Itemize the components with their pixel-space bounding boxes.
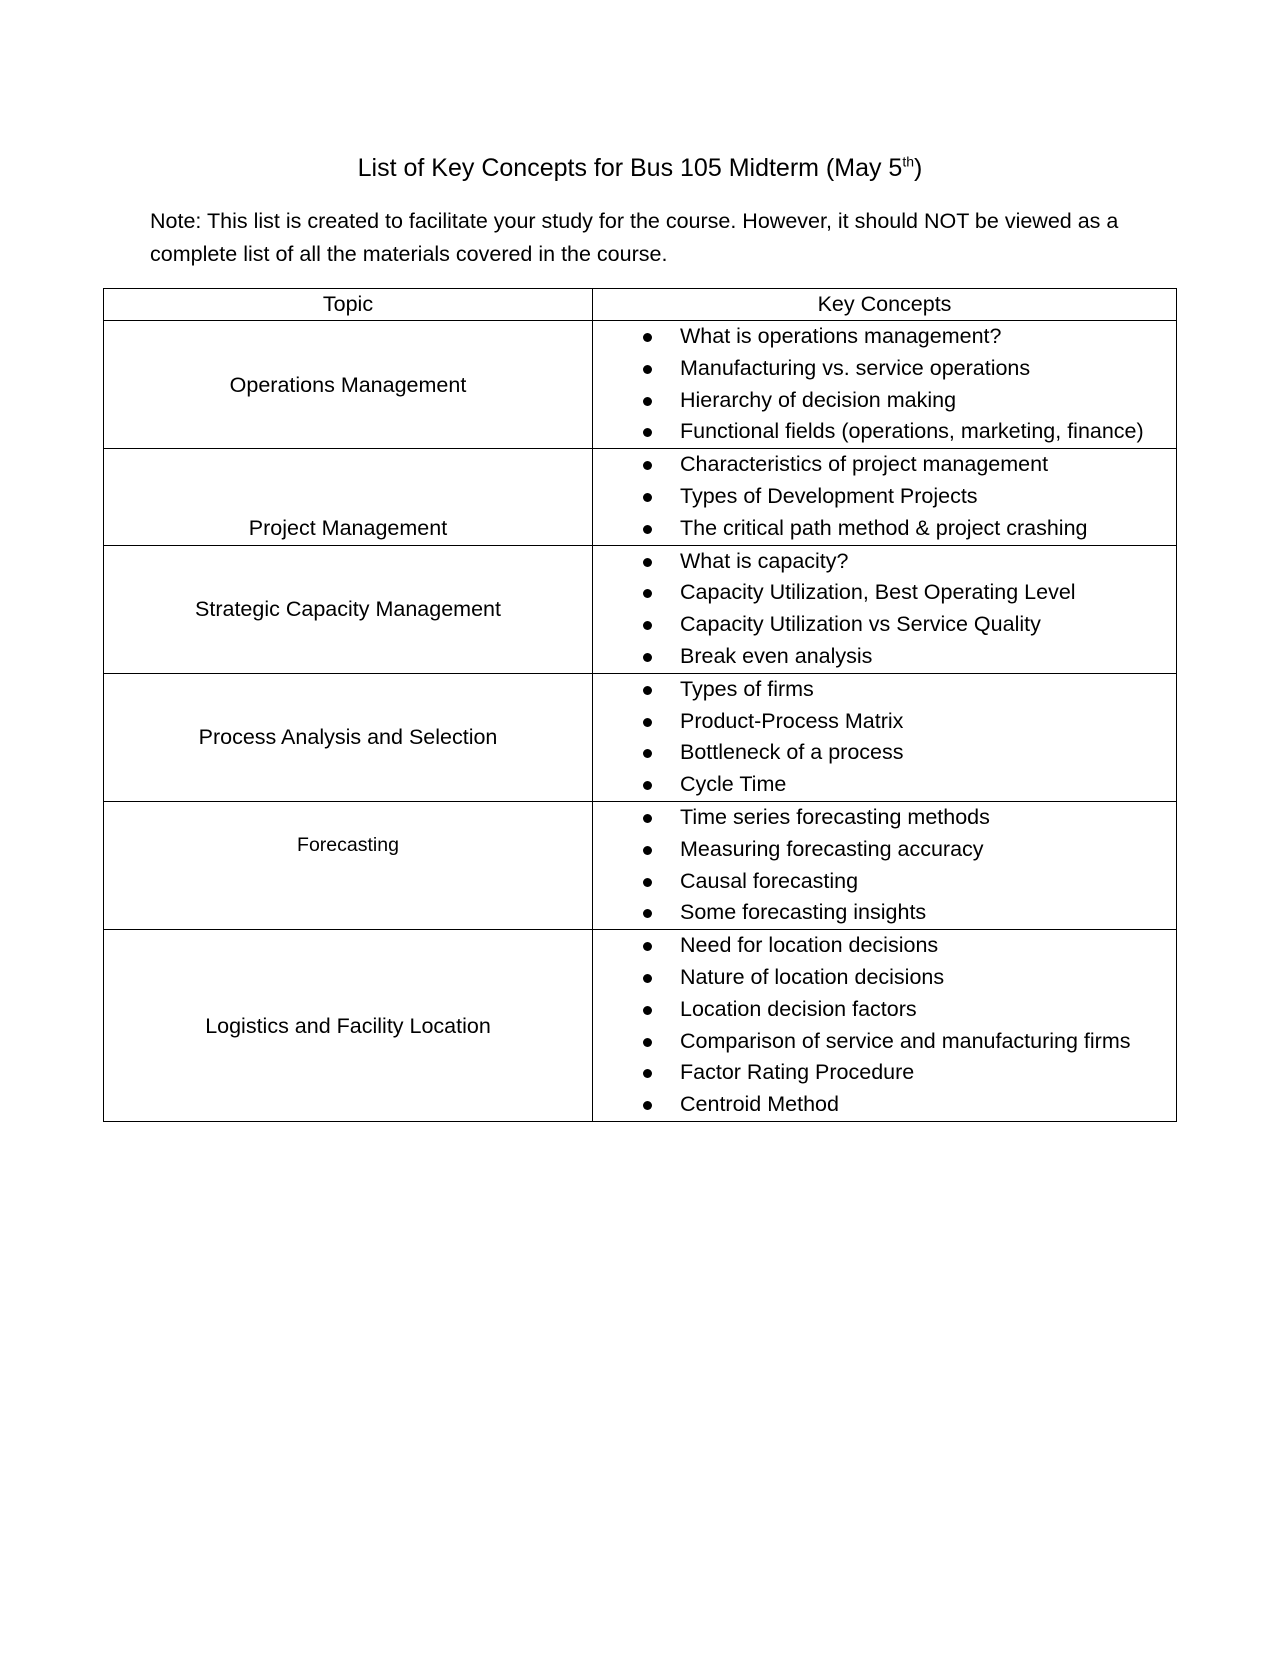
list-item: Centroid Method: [593, 1089, 1176, 1121]
bullet-icon: [643, 589, 652, 598]
list-item: Factor Rating Procedure: [593, 1057, 1176, 1089]
bullet-icon: [643, 814, 652, 823]
bullet-icon: [643, 909, 652, 918]
bullet-icon: [643, 686, 652, 695]
bullet-icon: [643, 942, 652, 951]
table-row: [104, 321, 1177, 449]
concept-list: [593, 449, 1176, 544]
list-item: Measuring forecasting accuracy: [593, 834, 1176, 866]
list-item: Some forecasting insights: [593, 897, 1176, 929]
list-item: Cycle Time: [593, 769, 1176, 801]
bullet-icon: [643, 846, 652, 855]
list-item: Need for location decisions: [593, 930, 1176, 962]
bullet-icon: [643, 1069, 652, 1078]
bullet-icon: [643, 365, 652, 374]
table-header-row: [104, 289, 1177, 321]
bullet-icon: [643, 749, 652, 758]
list-item: Location decision factors: [593, 994, 1176, 1026]
topic-cell: Process Analysis and Selection: [104, 673, 593, 801]
bullet-icon: [643, 621, 652, 630]
concepts-cell: [593, 545, 1177, 673]
bullet-icon: [643, 1101, 652, 1110]
concepts-cell: [593, 321, 1177, 449]
bullet-icon: [643, 558, 652, 567]
list-item: Functional fields (operations, marketing, finance): [593, 416, 1176, 448]
title-end: ): [914, 154, 923, 182]
list-item: Bottleneck of a process: [593, 737, 1176, 769]
page-title: [0, 150, 1280, 186]
concept-list: [593, 321, 1176, 448]
topic-cell: Operations Management: [104, 321, 593, 449]
list-item: What is capacity?: [593, 546, 1176, 578]
list-item: Manufacturing vs. service operations: [593, 353, 1176, 385]
concepts-column-header: Key Concepts: [593, 289, 1177, 321]
list-item: Characteristics of project management: [593, 449, 1176, 481]
list-item: Product-Process Matrix: [593, 706, 1176, 738]
concepts-cell: [593, 673, 1177, 801]
list-item: The critical path method & project crashing: [593, 513, 1176, 545]
bullet-icon: [643, 493, 652, 502]
list-item: Capacity Utilization vs Service Quality: [593, 609, 1176, 641]
list-item: What is operations management?: [593, 321, 1176, 353]
concept-list: [593, 802, 1176, 929]
table-row: [104, 545, 1177, 673]
list-item: Hierarchy of decision making: [593, 385, 1176, 417]
concept-list: [593, 674, 1176, 801]
bullet-icon: [643, 525, 652, 534]
note-paragraph: Note: This list is created to facilitate your study for the course. However, it should NOT be viewed as a complete list of all the materials covered in the course.: [150, 209, 1119, 266]
bullet-icon: [643, 718, 652, 727]
bullet-icon: [643, 974, 652, 983]
topic-cell: Project Management: [104, 449, 593, 545]
topic-cell: Forecasting: [104, 801, 593, 929]
bullet-icon: [643, 461, 652, 470]
table-row: [104, 930, 1177, 1122]
table-row: [104, 673, 1177, 801]
list-item: Break even analysis: [593, 641, 1176, 673]
table-row: [104, 449, 1177, 545]
table-row: [104, 801, 1177, 929]
concepts-cell: [593, 801, 1177, 929]
bullet-icon: [643, 653, 652, 662]
bullet-icon: [643, 333, 652, 342]
list-item: Comparison of service and manufacturing firms: [593, 1026, 1176, 1058]
bullet-icon: [643, 878, 652, 887]
topic-cell: Strategic Capacity Management: [104, 545, 593, 673]
bullet-icon: [643, 428, 652, 437]
topic-cell: Logistics and Facility Location: [104, 930, 593, 1122]
title-text: List of Key Concepts for Bus 105 Midterm (May 5: [357, 154, 903, 182]
list-item: Time series forecasting methods: [593, 802, 1176, 834]
concept-list: [593, 546, 1176, 673]
list-item: Causal forecasting: [593, 866, 1176, 898]
concept-list: [593, 930, 1176, 1121]
concepts-cell: [593, 449, 1177, 545]
list-item: Nature of location decisions: [593, 962, 1176, 994]
list-item: Capacity Utilization, Best Operating Level: [593, 577, 1176, 609]
topic-column-header: Topic: [104, 289, 593, 321]
concepts-cell: [593, 930, 1177, 1122]
bullet-icon: [643, 781, 652, 790]
list-item: Types of firms: [593, 674, 1176, 706]
list-item: Types of Development Projects: [593, 481, 1176, 513]
title-superscript: th: [902, 153, 915, 170]
bullet-icon: [643, 397, 652, 406]
key-concepts-table: [103, 288, 1177, 1122]
bullet-icon: [643, 1038, 652, 1047]
bullet-icon: [643, 1006, 652, 1015]
